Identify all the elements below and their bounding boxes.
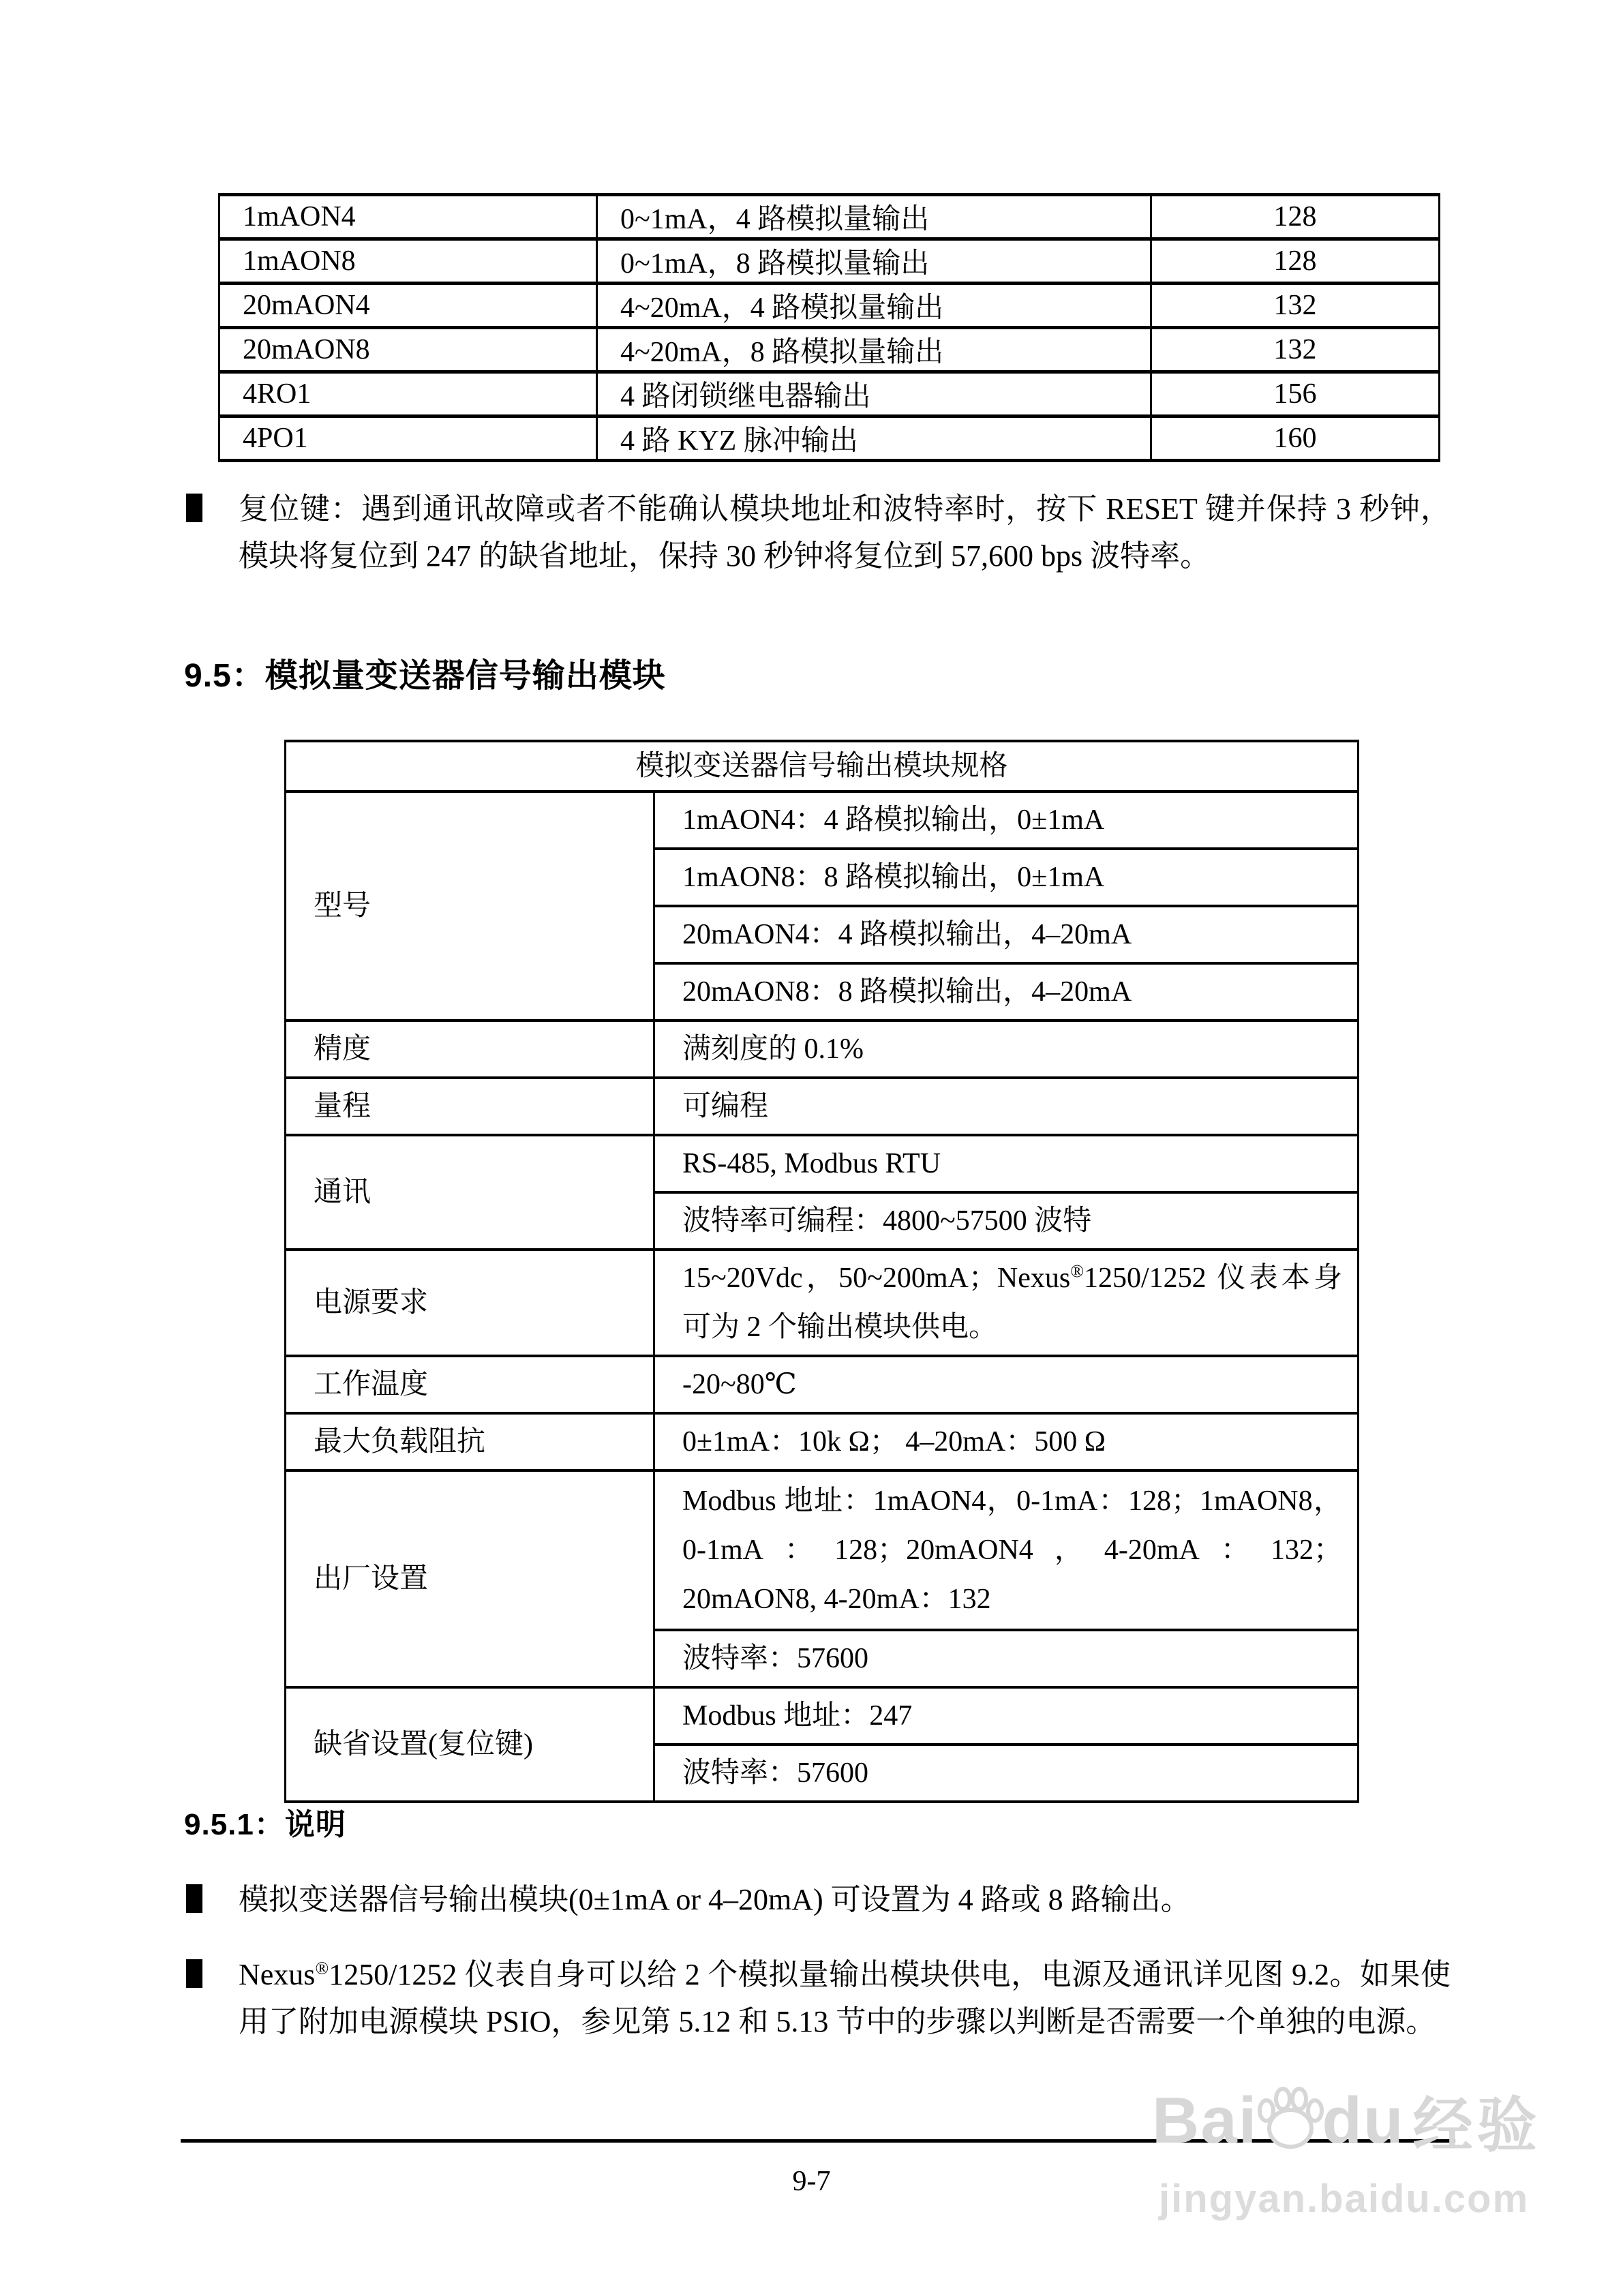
- range-label-cell: 量程: [286, 1078, 654, 1135]
- module-name-cell: 20mAON8: [219, 328, 597, 372]
- comm-value-cell: RS-485, Modbus RTU: [654, 1135, 1359, 1192]
- table-row: [219, 328, 1440, 372]
- module-name-cell: 4RO1: [219, 372, 597, 417]
- module-desc-cell: 4~20mA，8 路模拟量输出: [597, 328, 1151, 372]
- module-desc-cell: 4 路 KYZ 脉冲输出: [597, 417, 1151, 461]
- module-name-cell: 1mAON4: [219, 195, 597, 239]
- table-row: [219, 372, 1440, 417]
- bullet-square-icon: [186, 1959, 202, 1988]
- temp-value-cell: -20~80℃: [654, 1356, 1359, 1413]
- table-row: [286, 791, 1359, 849]
- page-number: 9-7: [792, 2166, 831, 2197]
- baidu-paw-icon: [1255, 2086, 1326, 2151]
- model-value-cell: 1mAON8：8 路模拟输出，0±1mA: [654, 849, 1359, 906]
- accuracy-label-cell: 精度: [286, 1021, 654, 1078]
- table-row: [219, 239, 1440, 284]
- model-value-cell: 20mAON4：4 路模拟输出，4–20mA: [654, 906, 1359, 963]
- bullet-square-icon: [186, 1884, 202, 1913]
- factory-value-cell: 波特率：57600: [654, 1630, 1359, 1687]
- table-row: [286, 1470, 1359, 1630]
- table-row: [286, 1687, 1359, 1744]
- model-value-cell: 1mAON4：4 路模拟输出，0±1mA: [654, 791, 1359, 849]
- module-address-cell: 128: [1151, 195, 1440, 239]
- module-desc-cell: 0~1mA，8 路模拟量输出: [597, 239, 1151, 284]
- comm-value-cell: 波特率可编程：4800~57500 波特: [654, 1192, 1359, 1250]
- comm-label-cell: 通讯: [286, 1135, 654, 1250]
- nexus-power-text-part: 1250/1252 仪表自身可以给 2 个模拟量输出模块供电，电源及通讯详见图 9.2。如果使用了附加电源模块 PSIO，参见第 5.12 和 5.13 节中的步骤以判断是否需要一个单独的电源。: [239, 1958, 1451, 2038]
- section-9-5-heading: 9.5：模拟量变送器信号输出模块: [184, 658, 666, 694]
- module-address-cell: 160: [1151, 417, 1440, 461]
- table-row: [286, 1250, 1359, 1356]
- range-value-cell: 可编程: [654, 1078, 1359, 1135]
- nexus-power-text: [239, 1951, 1451, 2045]
- module-desc-cell: 0~1mA，4 路模拟量输出: [597, 195, 1151, 239]
- module-address-cell: 128: [1151, 239, 1440, 284]
- module-address-cell: 132: [1151, 328, 1440, 372]
- module-address-cell: 132: [1151, 284, 1440, 328]
- watermark-jingyan-text: 经验: [1412, 2091, 1541, 2159]
- module-address-cell: 156: [1151, 372, 1440, 417]
- power-value-cell: [654, 1250, 1359, 1356]
- default-label-cell: 缺省设置(复位键): [286, 1687, 654, 1802]
- load-value-cell: 0±1mA：10k Ω； 4–20mA：500 Ω: [654, 1413, 1359, 1470]
- default-value-cell: 波特率：57600: [654, 1744, 1359, 1802]
- watermark-bai-text: Bai: [1152, 2084, 1258, 2157]
- module-name-cell: 4PO1: [219, 417, 597, 461]
- factory-value-cell: Modbus 地址：1mAON4，0-1mA：128；1mAON8，0-1mA：128；20mAON4，4-20mA：132；20mAON8, 4-20mA：132: [654, 1470, 1359, 1630]
- table-row: [286, 1356, 1359, 1413]
- factory-label-cell: 出厂设置: [286, 1470, 654, 1687]
- power-label-cell: 电源要求: [286, 1250, 654, 1356]
- table-row: [286, 1078, 1359, 1135]
- load-label-cell: 最大负载阻抗: [286, 1413, 654, 1470]
- table-row: [286, 1413, 1359, 1470]
- module-desc-cell: 4~20mA，4 路模拟量输出: [597, 284, 1151, 328]
- power-value-text: 15~20Vdc，50~200mA；Nexus: [682, 1263, 1071, 1294]
- spec-table-title: 模拟变送器信号输出模块规格: [286, 741, 1359, 791]
- temp-label-cell: 工作温度: [286, 1356, 654, 1413]
- output-config-text: 模拟变送器信号输出模块(0±1mA or 4–20mA) 可设置为 4 路或 8 路输出。: [239, 1883, 1191, 1916]
- reset-note-text: 复位键：遇到通讯故障或者不能确认模块地址和波特率时，按下 RESET 键并保持 3 秒钟，模块将复位到 247 的缺省地址，保持 30 秒钟将复位到 57,600 bps 波特率。: [239, 492, 1451, 573]
- model-value-cell: 20mAON8：8 路模拟输出，4–20mA: [654, 963, 1359, 1021]
- registered-mark: ®: [315, 1958, 329, 1978]
- module-name-cell: 1mAON8: [219, 239, 597, 284]
- watermark: [1152, 2078, 1541, 2222]
- watermark-url: jingyan.baidu.com: [1159, 2177, 1530, 2221]
- table-row: [219, 195, 1440, 239]
- table-row: [219, 417, 1440, 461]
- watermark-du-text: du: [1322, 2084, 1405, 2157]
- module-address-table: [218, 193, 1440, 462]
- accuracy-value-cell: 满刻度的 0.1%: [654, 1021, 1359, 1078]
- module-desc-cell: 4 路闭锁继电器输出: [597, 372, 1151, 417]
- bullet-square-icon: [186, 494, 202, 522]
- table-row: [219, 284, 1440, 328]
- model-label-cell: 型号: [286, 791, 654, 1021]
- nexus-power-text-part: Nexus: [239, 1958, 316, 1991]
- registered-mark: ®: [1070, 1261, 1084, 1281]
- section-9-5-1-heading: 9.5.1：说明: [184, 1808, 346, 1841]
- table-row: [286, 1135, 1359, 1192]
- module-name-cell: 20mAON4: [219, 284, 597, 328]
- table-row: [286, 741, 1359, 791]
- spec-table: [284, 740, 1359, 1803]
- watermark-logo: [1152, 2078, 1541, 2164]
- default-value-cell: Modbus 地址：247: [654, 1687, 1359, 1744]
- table-row: [286, 1021, 1359, 1078]
- power-value-text: 1250/1252 仪表本身可为 2 个输出模块供电。: [682, 1263, 1343, 1343]
